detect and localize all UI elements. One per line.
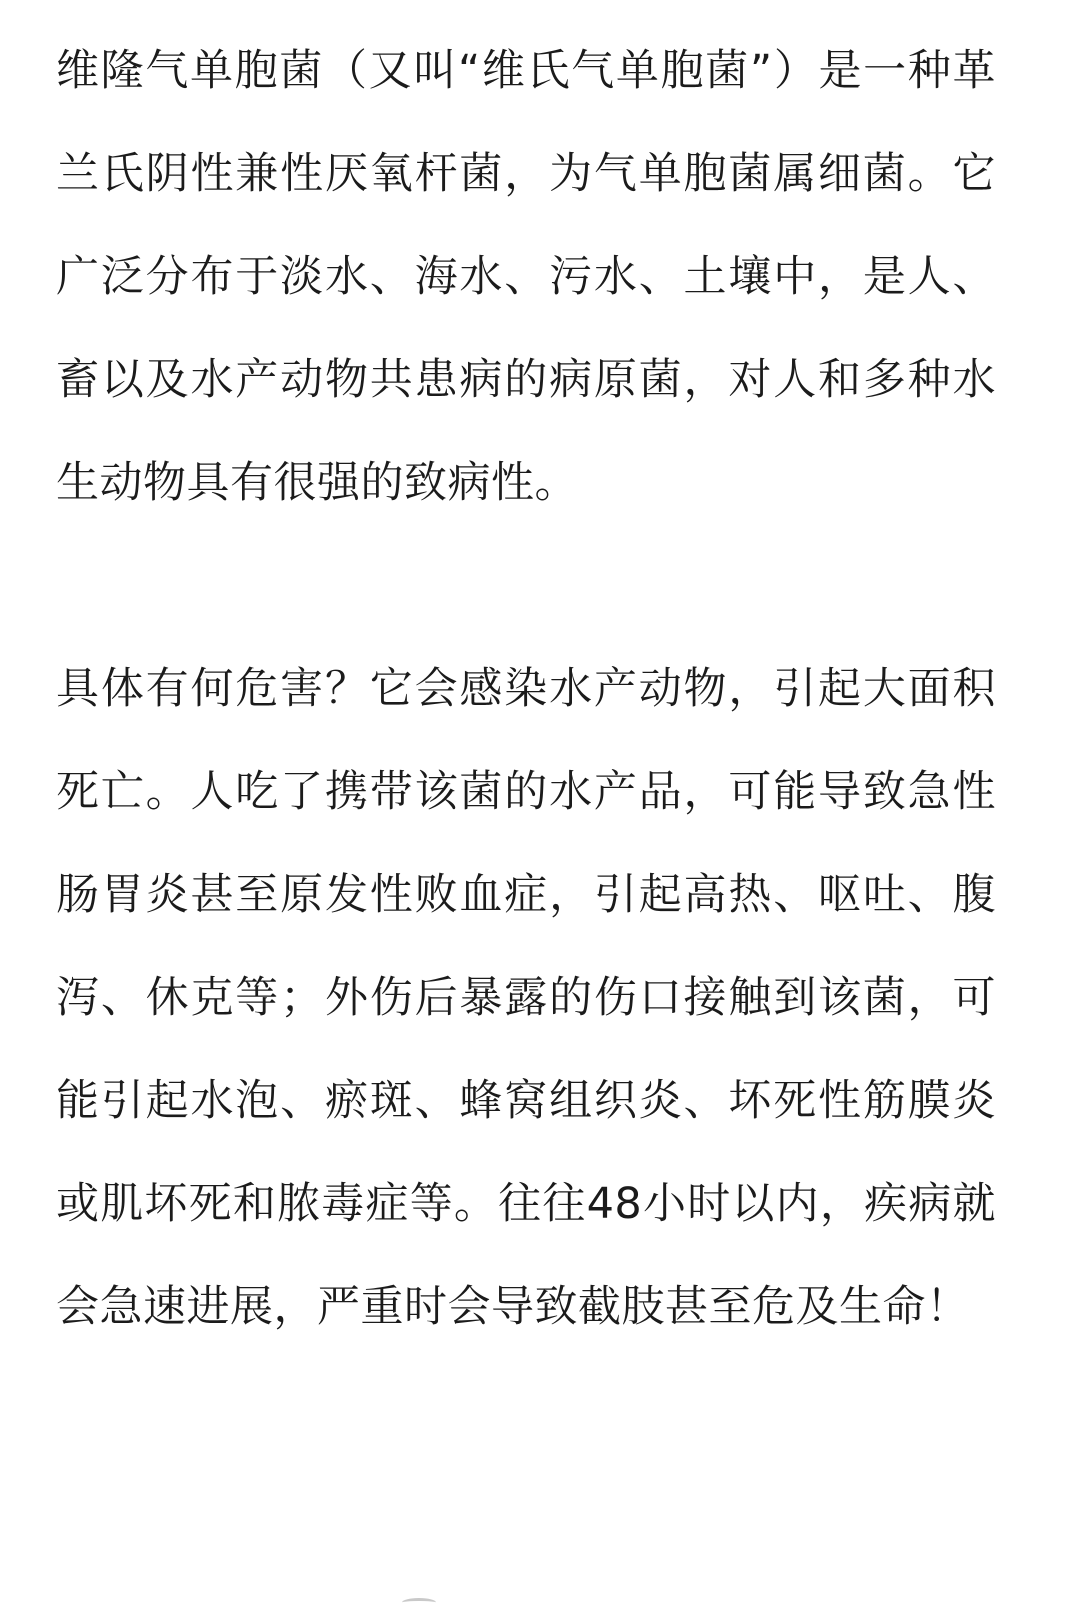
paragraph-intro: 维隆气单胞菌（又叫“维氏气单胞菌”）是一种革兰氏阴性兼性厌氧杆菌，为气单胞菌属细菌。它广泛分布于淡水、海水、污水、土壤中，是人、畜以及水产动物共患病的病原菌，对人和多种水生动物具有很强的致病性。	[56, 46, 996, 508]
cropped-decoration	[402, 1598, 436, 1607]
article-body	[56, 20, 996, 1359]
paragraph-hazards: 具体有何危害？它会感染水产动物，引起大面积死亡。人吃了携带该菌的水产品，可能导致急性肠胃炎甚至原发性败血症，引起高热、呕吐、腹泻、休克等；外伤后暴露的伤口接触到该菌，可能引起水泡、瘀斑、蜂窝组织炎、坏死性筋膜炎或肌坏死和脓毒症等。往往48小时以内，疾病就会急速进展，严重时会导致截肢甚至危及生命！	[56, 664, 996, 1332]
